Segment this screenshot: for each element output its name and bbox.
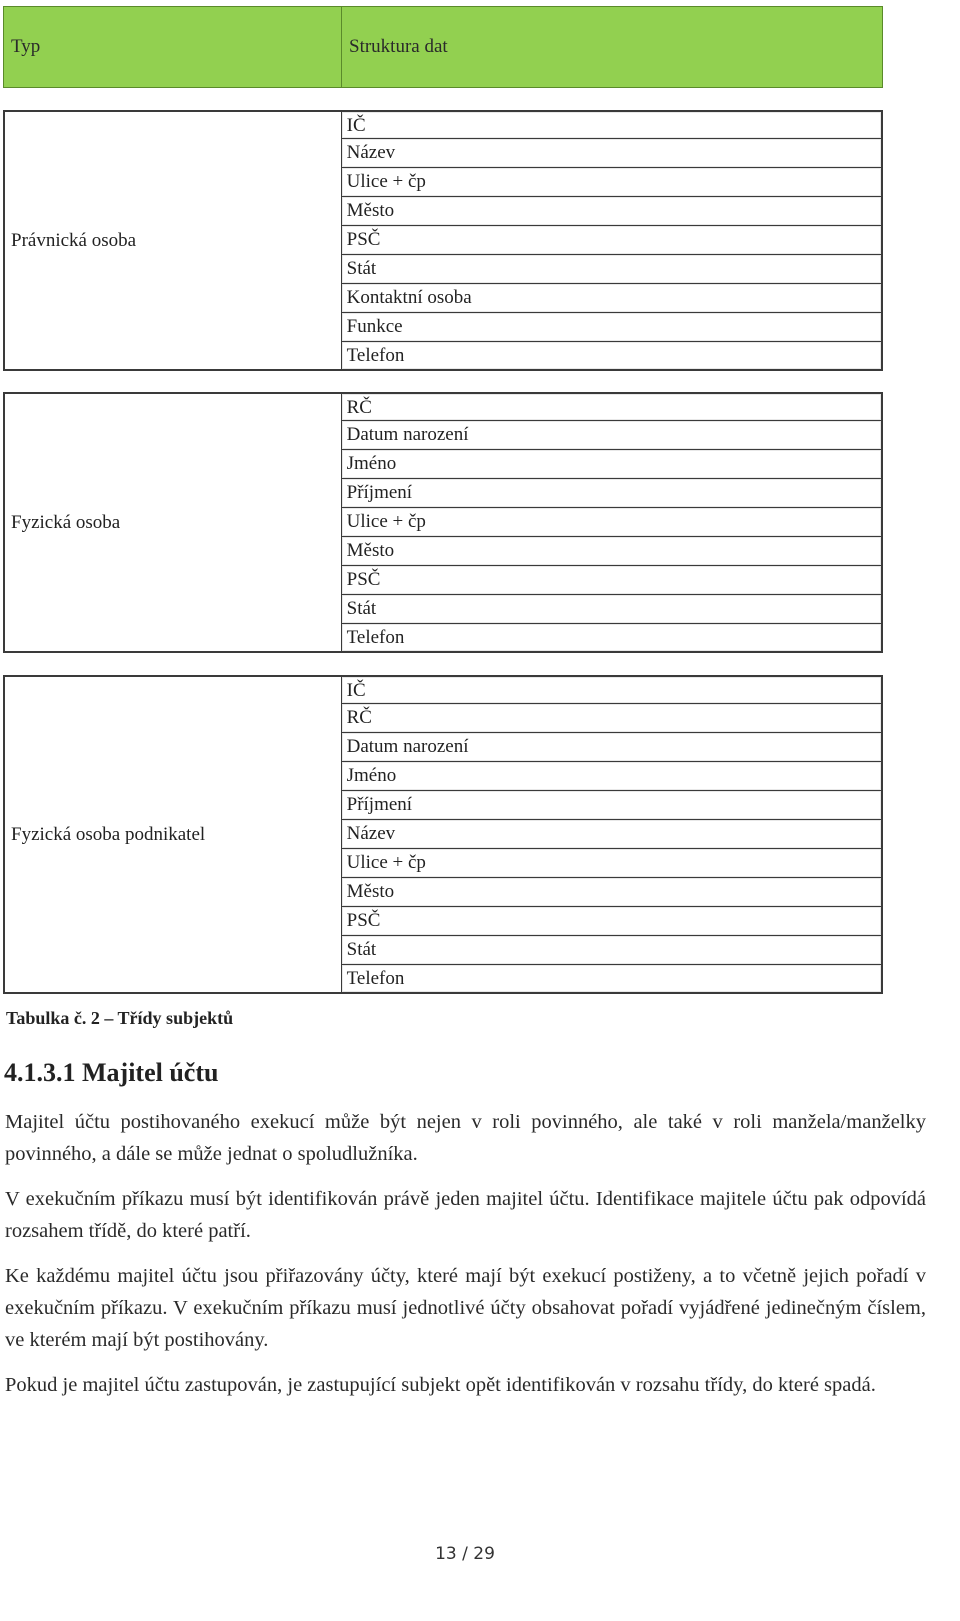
table-caption: Tabulka č. 2 – Třídy subjektů	[6, 1008, 234, 1028]
field-cell: Stát	[342, 936, 882, 965]
field-cell: Telefon	[342, 342, 882, 371]
field-cell: Město	[342, 878, 882, 907]
field-cell: Stát	[342, 255, 882, 284]
field-list	[342, 392, 883, 653]
field-cell: Funkce	[342, 313, 882, 342]
field-cell: Ulice + čp	[342, 508, 882, 537]
field-cell: Příjmení	[342, 479, 882, 508]
header-type: Typ	[3, 6, 342, 88]
field-cell: Jméno	[342, 762, 882, 791]
field-cell: Název	[342, 820, 882, 849]
paragraph: Majitel účtu postihovaného exekucí může být nejen v roli povinného, ale také v roli manžela/manželky povinného, a dále se může jednat o spoludlužníka.	[5, 1111, 926, 1165]
field-cell: PSČ	[342, 566, 882, 595]
subject-class-row	[3, 675, 883, 994]
field-cell: IČ	[342, 110, 882, 139]
field-cell: Telefon	[342, 965, 882, 994]
subject-class-row	[3, 392, 883, 653]
field-cell: Příjmení	[342, 791, 882, 820]
section-title: 4.1.3.1 Majitel účtu	[4, 1058, 219, 1087]
field-cell: Ulice + čp	[342, 168, 882, 197]
field-cell: Jméno	[342, 450, 882, 479]
subject-type-cell: Právnická osoba	[3, 110, 342, 371]
field-cell: Stát	[342, 595, 882, 624]
table-header	[3, 6, 883, 88]
field-cell: Kontaktní osoba	[342, 284, 882, 313]
subject-type-cell: Fyzická osoba podnikatel	[3, 675, 342, 994]
field-list	[342, 110, 883, 371]
field-cell: Město	[342, 537, 882, 566]
field-cell: RČ	[342, 704, 882, 733]
field-cell: PSČ	[342, 907, 882, 936]
subject-type-cell: Fyzická osoba	[3, 392, 342, 653]
field-cell: Telefon	[342, 624, 882, 653]
paragraph: Pokud je majitel účtu zastupován, je zastupující subjekt opět identifikován v rozsahu třídy, do které spadá.	[5, 1374, 876, 1396]
field-cell: Název	[342, 139, 882, 168]
page-number: 13 / 29	[435, 1544, 495, 1564]
subject-class-row	[3, 110, 883, 371]
field-cell: RČ	[342, 392, 882, 421]
field-cell: Ulice + čp	[342, 849, 882, 878]
field-cell: Datum narození	[342, 421, 882, 450]
header-structure: Struktura dat	[342, 6, 883, 88]
paragraph: Ke každému majitel účtu jsou přiřazovány účty, které mají být exekucí postiženy, a to včetně jejich pořadí v exekučním příkazu. V exekučním příkazu musí jednotlivé účty obsahovat pořadí vyjádřené jedinečným číslem, ve kterém mají být postihovány.	[5, 1265, 926, 1351]
field-cell: Datum narození	[342, 733, 882, 762]
field-cell: Město	[342, 197, 882, 226]
field-cell: PSČ	[342, 226, 882, 255]
field-list	[342, 675, 883, 994]
paragraph: V exekučním příkazu musí být identifikován právě jeden majitel účtu. Identifikace majitele účtu pak odpovídá rozsahem třídě, do které patří.	[5, 1188, 926, 1242]
field-cell: IČ	[342, 675, 882, 704]
